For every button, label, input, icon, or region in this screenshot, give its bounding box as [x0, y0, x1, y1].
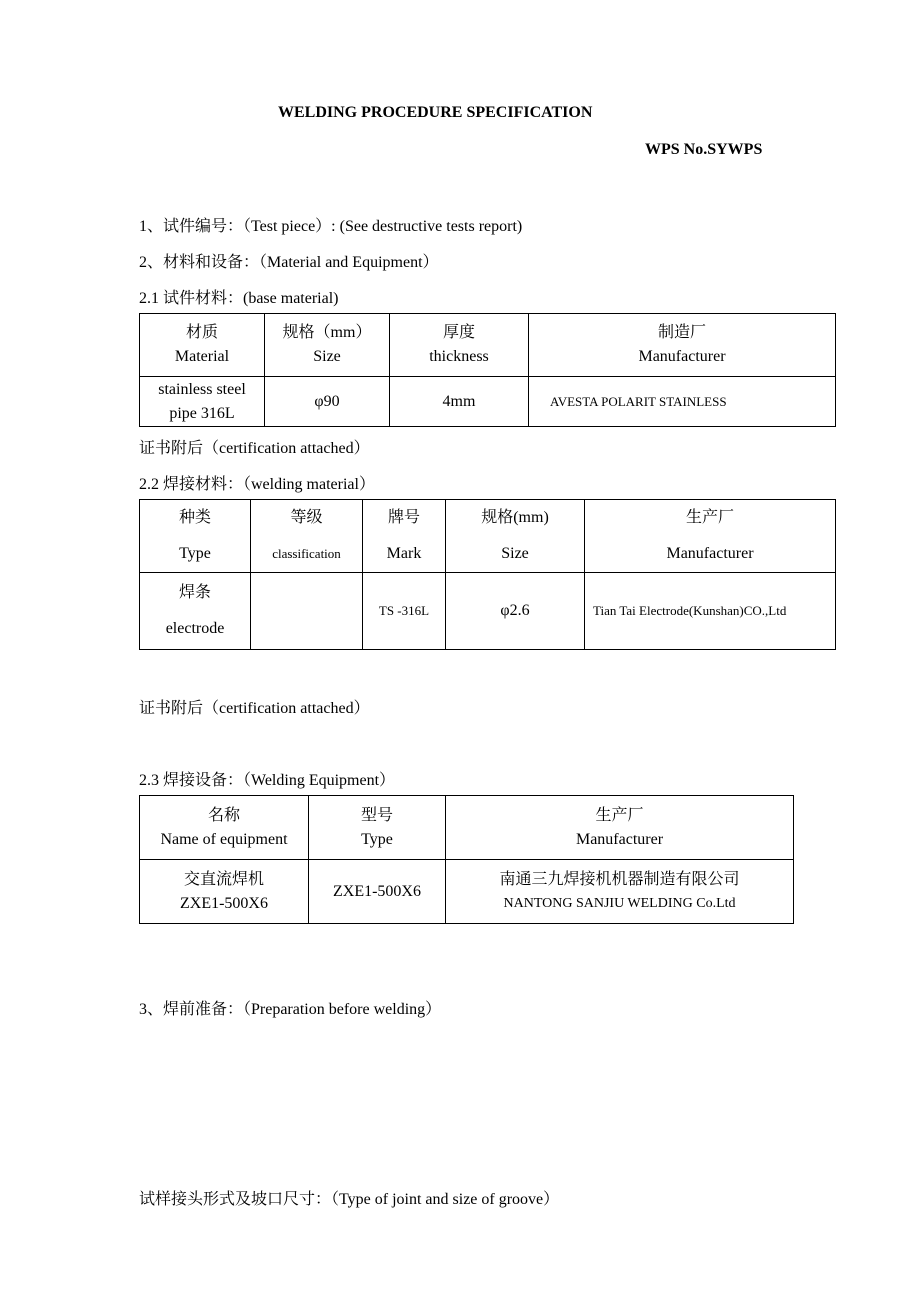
cell-material — [140, 377, 265, 427]
manufacturer-en: NANTONG SANJIU WELDING Co.Ltd — [503, 895, 736, 911]
certification-note-2: 证书附后（certification attached） — [139, 700, 370, 717]
header-cn: 生产厂 — [595, 806, 644, 824]
header-cell-manufacturer — [529, 314, 836, 377]
material-line-2: pipe 316L — [169, 404, 235, 422]
cell-manufacturer — [446, 860, 794, 924]
cell-classification — [251, 573, 363, 650]
header-en: Manufacturer — [666, 545, 754, 562]
header-cell-classification — [251, 500, 363, 573]
section-2-2-welding-material: 2.2 焊接材料：（welding material） — [139, 476, 375, 493]
cell-manufacturer — [529, 377, 836, 427]
cell-type: ZXE1-500X6 — [309, 860, 446, 924]
table-header-row — [140, 796, 794, 860]
header-en: Mark — [386, 545, 422, 562]
header-en: Name of equipment — [160, 830, 288, 848]
cell-name — [140, 860, 309, 924]
section-1-test-piece: 1、试件编号：（Test piece）: (See destructive tests report) — [139, 218, 523, 235]
section-3-preparation: 3、焊前准备：（Preparation before welding） — [139, 1001, 442, 1018]
header-cn: 规格（mm） — [282, 324, 372, 341]
header-cn: 材质 — [185, 324, 218, 341]
header-cn: 名称 — [207, 806, 240, 824]
header-en: thickness — [429, 348, 489, 365]
document-title: WELDING PROCEDURE SPECIFICATION — [278, 104, 593, 121]
header-en: Material — [174, 348, 230, 365]
header-cell-manufacturer — [446, 796, 794, 860]
header-en: Type — [361, 830, 393, 848]
header-en: Type — [179, 545, 211, 562]
header-cn: 牌号 — [387, 509, 420, 526]
table-row — [140, 377, 836, 427]
cell-type — [140, 573, 251, 650]
name-cn: 交直流焊机 — [183, 870, 264, 888]
base-material-table — [139, 313, 836, 427]
table-row — [140, 860, 794, 924]
name-en: ZXE1-500X6 — [180, 894, 268, 912]
header-cn: 生产厂 — [685, 509, 734, 526]
manufacturer-text: Tian Tai Electrode(Kunshan)CO.,Ltd — [593, 603, 787, 618]
header-cell-mark — [363, 500, 446, 573]
header-cn: 厚度 — [442, 324, 475, 341]
manufacturer-text: AVESTA POLARIT STAINLESS — [550, 393, 727, 409]
cell-manufacturer — [585, 573, 836, 650]
section-2-material-equipment: 2、材料和设备：（Material and Equipment） — [139, 254, 439, 271]
header-cn: 等级 — [290, 509, 323, 526]
header-cell-name — [140, 796, 309, 860]
header-cell-size — [265, 314, 390, 377]
welding-material-table — [139, 499, 836, 650]
cell-thickness: 4mm — [390, 377, 529, 427]
table-header-row — [140, 314, 836, 377]
header-en: Size — [313, 348, 341, 365]
section-2-1-base-material: 2.1 试件材料：(base material) — [139, 290, 339, 307]
header-en: Manufacturer — [575, 830, 664, 848]
header-cn: 型号 — [360, 806, 393, 824]
section-2-3-welding-equipment: 2.3 焊接设备：（Welding Equipment） — [139, 772, 396, 789]
table-row — [140, 573, 836, 650]
cell-size: φ90 — [265, 377, 390, 427]
header-en: Manufacturer — [638, 348, 726, 365]
header-cell-type — [140, 500, 251, 573]
mark-text: TS -316L — [378, 603, 430, 618]
header-cell-thickness — [390, 314, 529, 377]
wps-number: WPS No.SYWPS — [645, 141, 763, 158]
header-cell-size — [446, 500, 585, 573]
header-cn: 制造厂 — [657, 324, 706, 341]
type-cn: 焊条 — [178, 584, 211, 601]
header-en: classification — [272, 546, 341, 561]
cell-size: φ2.6 — [446, 573, 585, 650]
manufacturer-cn: 南通三九焊接机机器制造有限公司 — [499, 870, 740, 888]
header-cn: 规格(mm) — [481, 509, 549, 526]
header-cn: 种类 — [178, 509, 211, 526]
material-line-1: stainless steel — [158, 380, 246, 398]
joint-type-heading: 试样接头形式及坡口尺寸：（Type of joint and size of groove） — [139, 1191, 560, 1208]
cell-mark — [363, 573, 446, 650]
table-header-row — [140, 500, 836, 573]
header-cell-manufacturer — [585, 500, 836, 573]
header-cell-type — [309, 796, 446, 860]
type-en: electrode — [165, 620, 225, 637]
certification-note-1: 证书附后（certification attached） — [139, 440, 370, 457]
welding-equipment-table — [139, 795, 794, 924]
header-en: Size — [501, 545, 529, 562]
header-cell-material — [140, 314, 265, 377]
